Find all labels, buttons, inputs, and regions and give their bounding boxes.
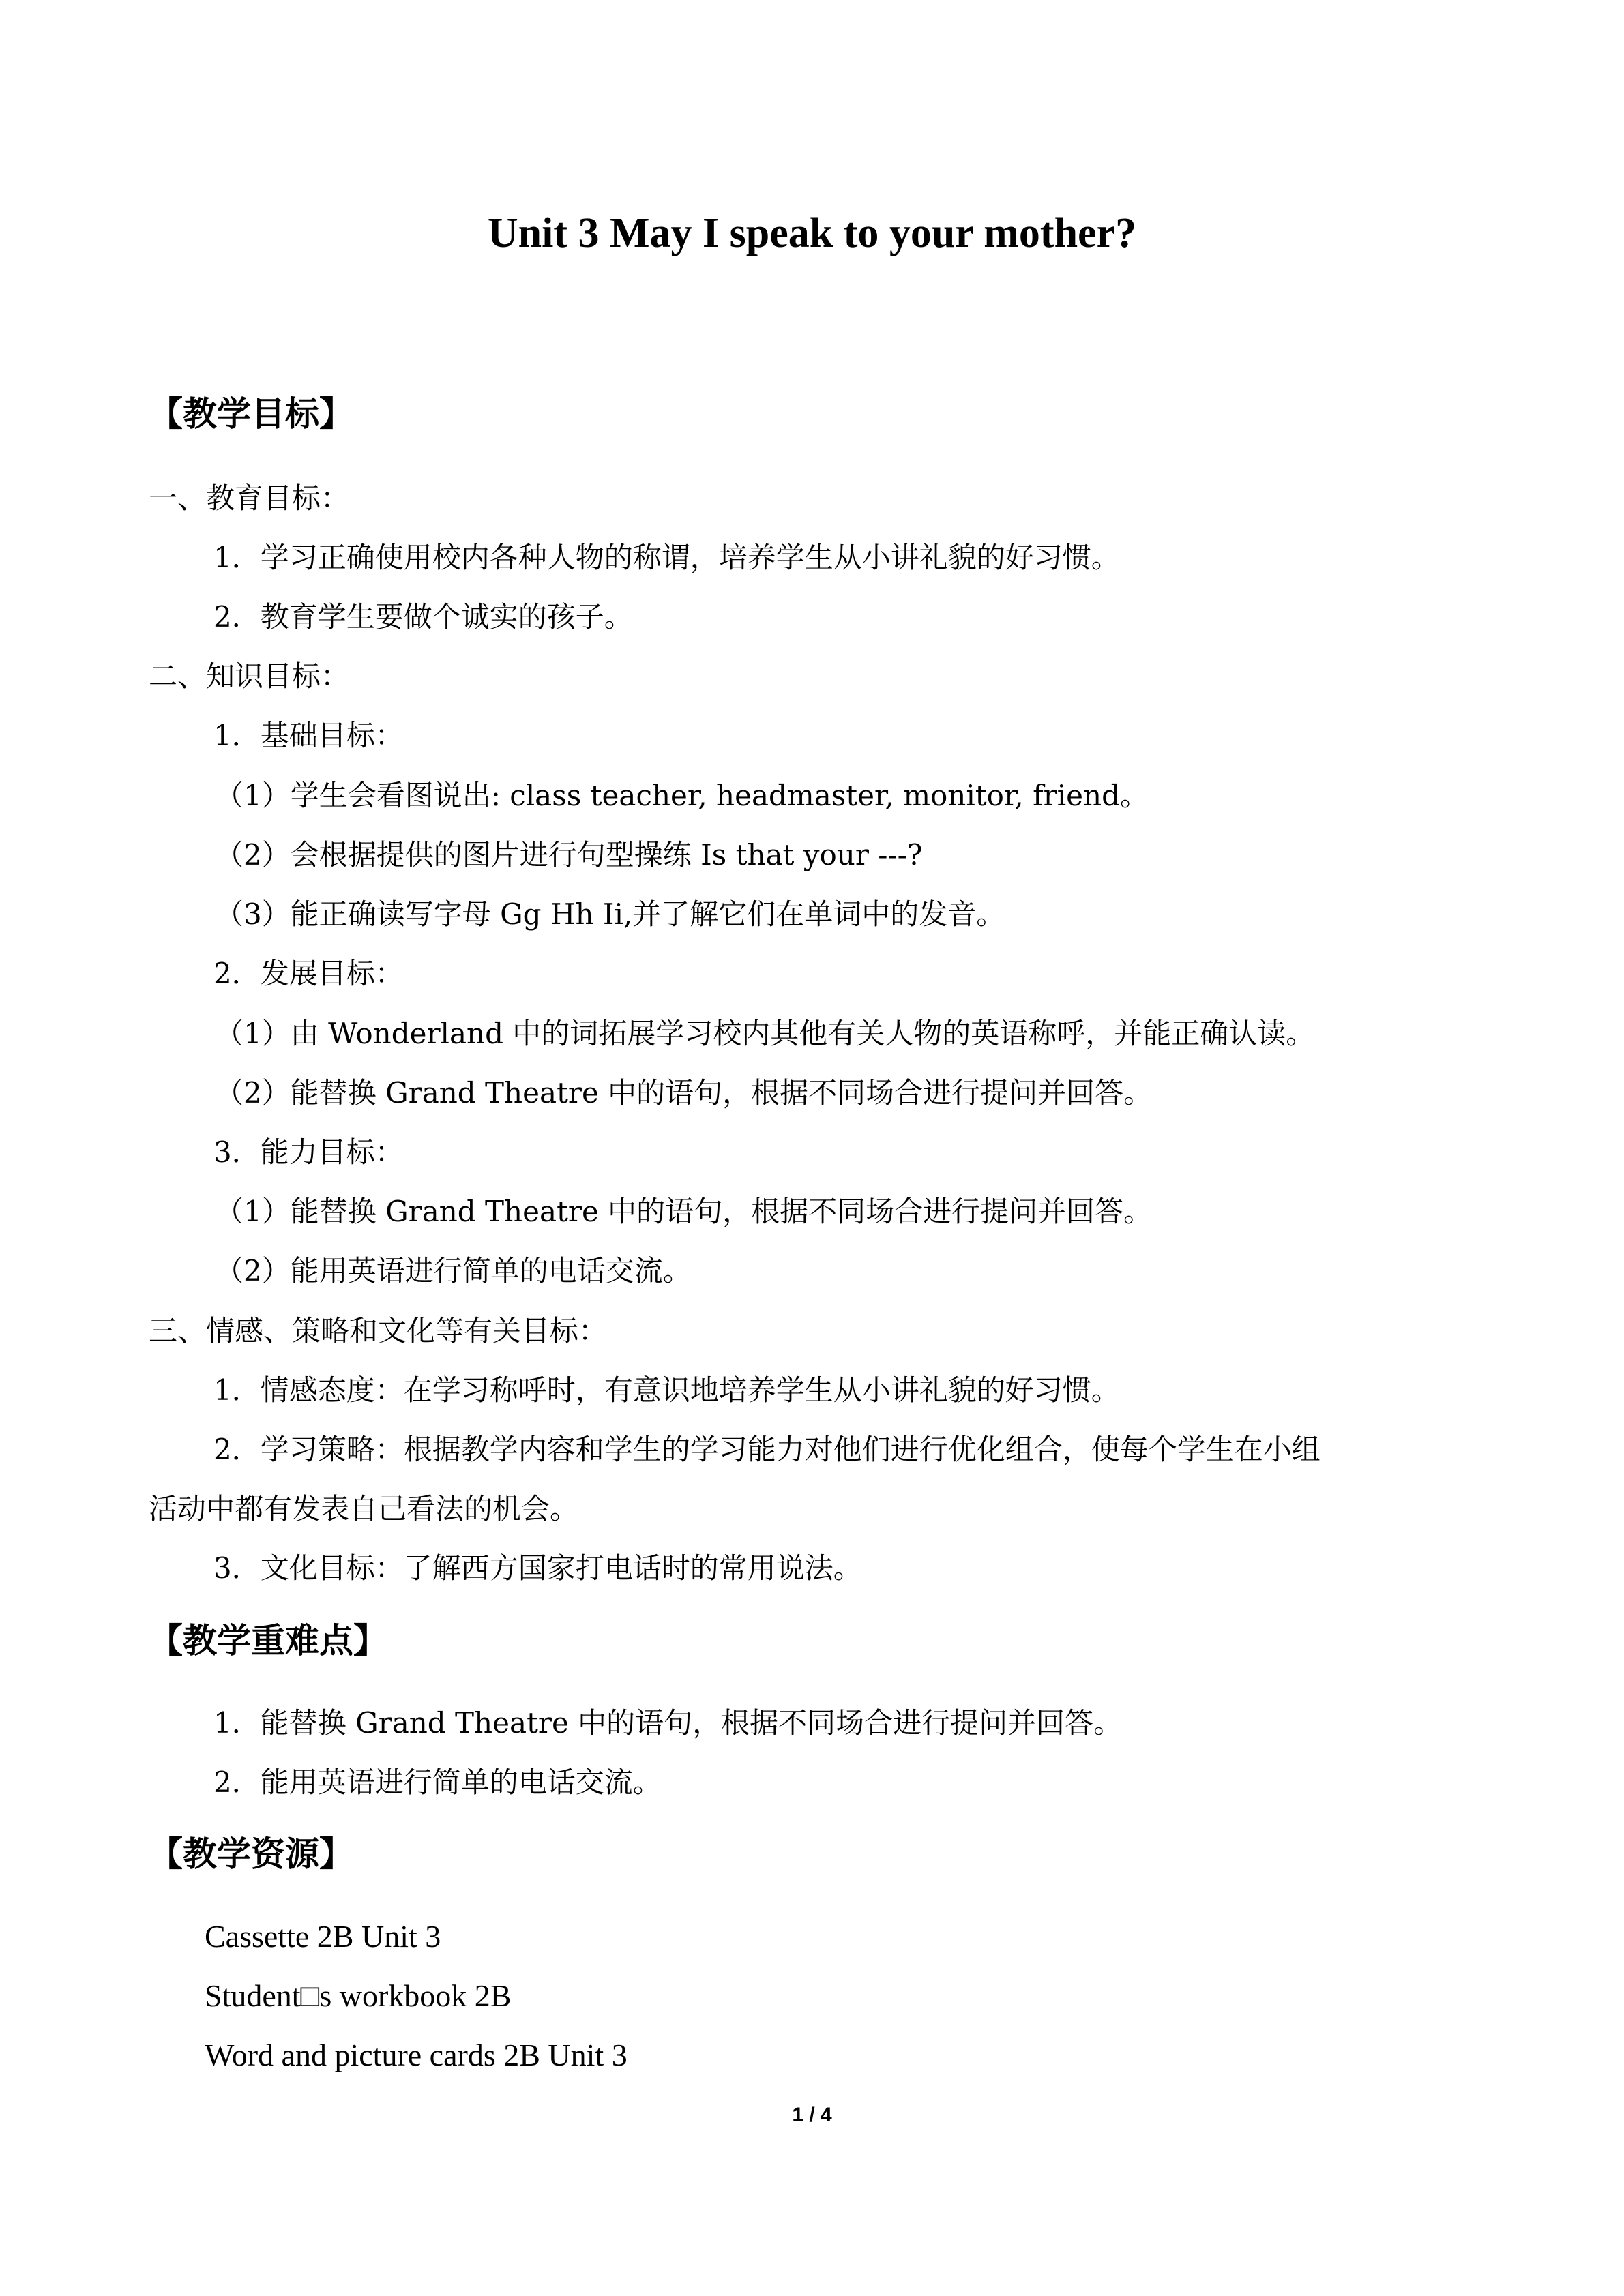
text-line: 1．情感态度：在学习称呼时，有意识地培养学生从小讲礼貌的好习惯。 — [213, 1373, 1120, 1407]
section-heading-key-points: 【教学重难点】 — [149, 1621, 387, 1660]
text-line: 3．文化目标：了解西方国家打电话时的常用说法。 — [213, 1551, 862, 1585]
text-line: 三、情感、策略和文化等有关目标： — [149, 1314, 608, 1347]
text-line: 2．发展目标： — [213, 957, 404, 990]
text-line: 1．学习正确使用校内各种人物的称谓，培养学生从小讲礼貌的好习惯。 — [213, 541, 1120, 574]
text-line: （2）能用英语进行简单的电话交流。 — [215, 1254, 692, 1287]
text-line: 2．教育学生要做个诚实的孩子。 — [213, 600, 633, 633]
text-line: （1）学生会看图说出: class teacher, headmaster, monitor, friend。 — [215, 779, 1149, 812]
page-number: 1 / 4 — [792, 2104, 832, 2126]
text-line: 2．学习策略：根据教学内容和学生的学习能力对他们进行优化组合，使每个学生在小组 — [213, 1433, 1320, 1466]
resource-item: Student□s workbook 2B — [205, 1978, 512, 2013]
text-line: （3）能正确读写字母 Gg Hh Ii,并了解它们在单词中的发音。 — [215, 897, 1005, 931]
text-line: （2）会根据提供的图片进行句型操练 Is that your ---? — [215, 838, 923, 871]
text-line: 2．能用英语进行简单的电话交流。 — [213, 1765, 662, 1799]
text-line: 1．能替换 Grand Theatre 中的语句，根据不同场合进行提问并回答。 — [213, 1706, 1123, 1740]
section-heading-resources: 【教学资源】 — [149, 1834, 353, 1874]
text-line: 一、教育目标： — [149, 481, 350, 515]
text-line: 活动中都有发表自己看法的机会。 — [149, 1492, 579, 1525]
document-title: Unit 3 May I speak to your mother? — [487, 210, 1137, 256]
resource-item: Word and picture cards 2B Unit 3 — [205, 2038, 628, 2072]
section-heading-objectives: 【教学目标】 — [149, 394, 353, 434]
resource-item: Cassette 2B Unit 3 — [205, 1919, 441, 1954]
text-line: 3．能力目标： — [213, 1135, 404, 1169]
text-line: 二、知识目标： — [149, 659, 350, 693]
text-line: 1．基础目标： — [213, 719, 404, 752]
text-line: （2）能替换 Grand Theatre 中的语句，根据不同场合进行提问并回答。 — [215, 1076, 1153, 1109]
text-line: （1）能替换 Grand Theatre 中的语句，根据不同场合进行提问并回答。 — [215, 1195, 1153, 1228]
text-line: （1）由 Wonderland 中的词拓展学习校内其他有关人物的英语称呼，并能正确认读。 — [215, 1017, 1315, 1050]
